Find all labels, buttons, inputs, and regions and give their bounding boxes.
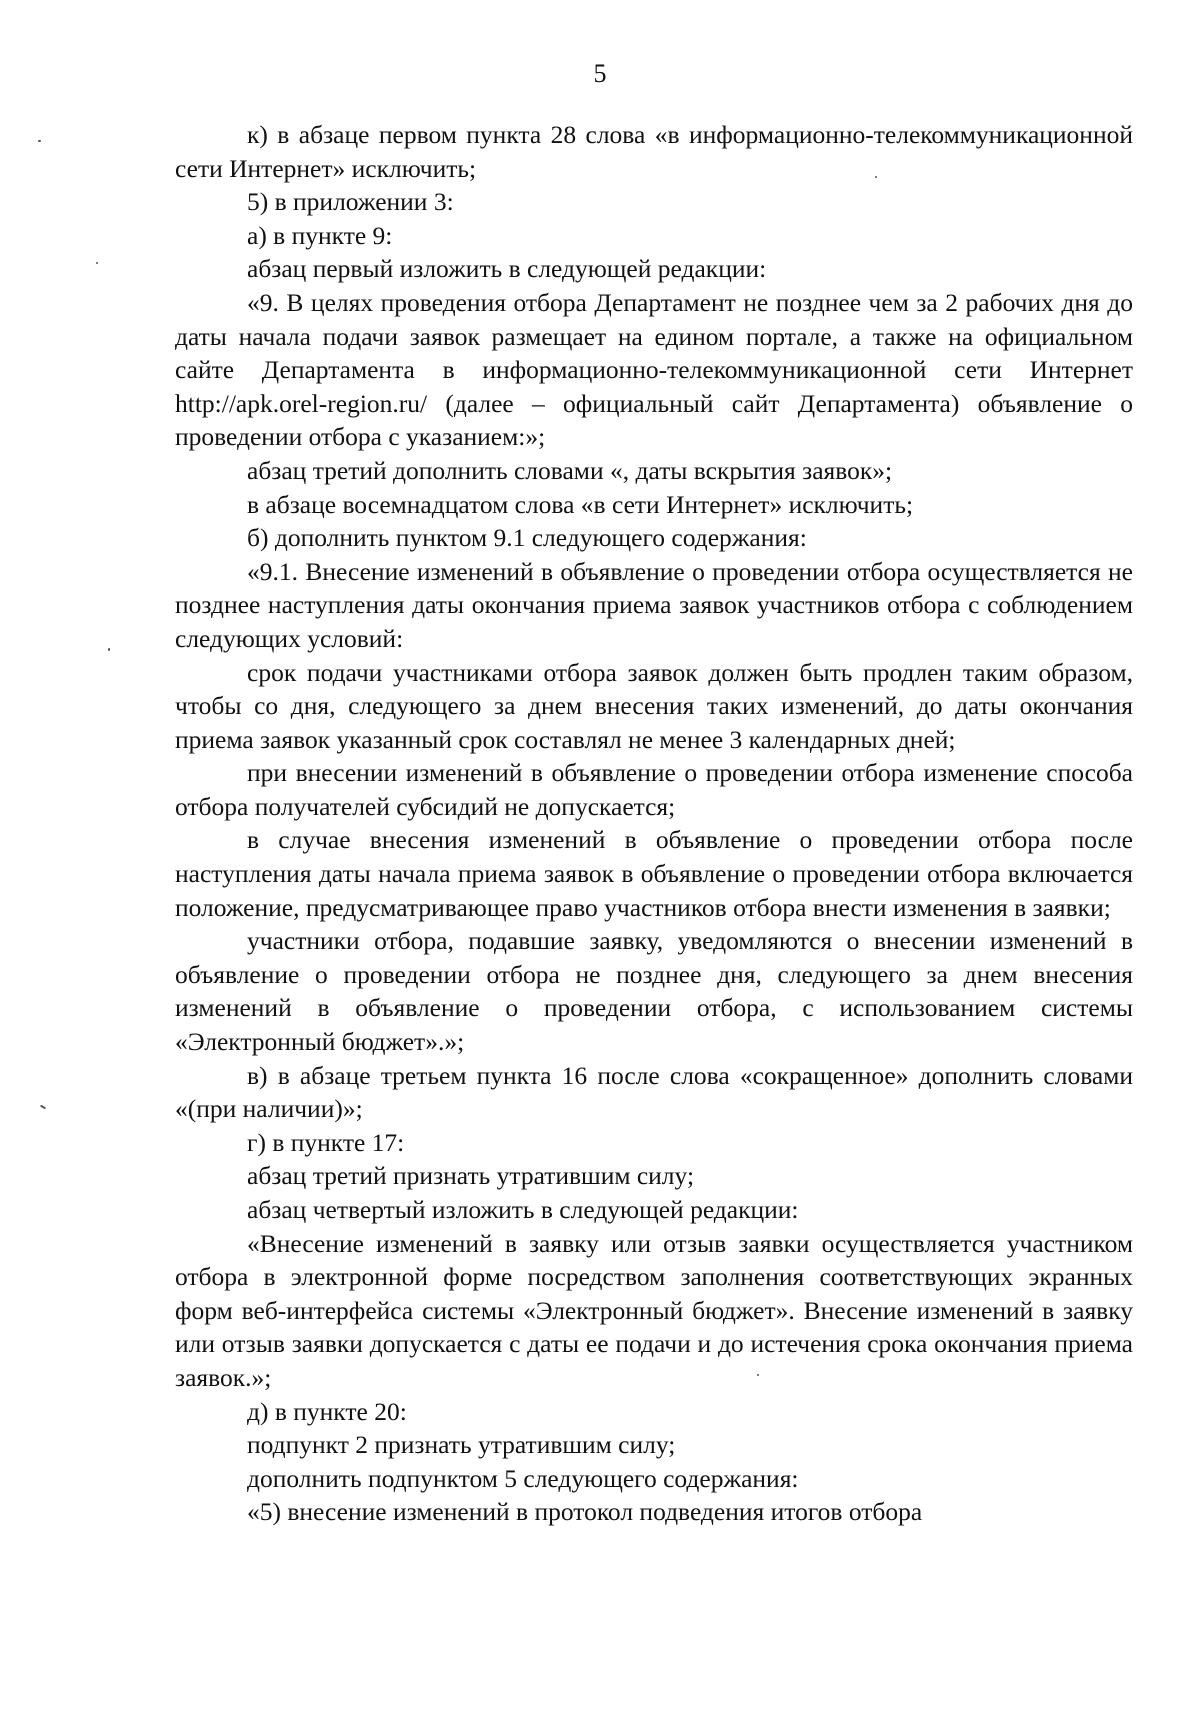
paragraph: в) в абзаце третьем пункта 16 после слова «сокращенное» дополнить словами «(при наличии)»; [175, 1060, 1133, 1124]
paragraph: д) в пункте 20: [247, 1396, 407, 1426]
scan-speck [757, 1374, 759, 1376]
paragraph: подпункт 2 признать утратившим силу; [247, 1430, 676, 1460]
paragraph: абзац первый изложить в следующей редакции: [247, 254, 767, 284]
paragraph: а) в пункте 9: [247, 220, 393, 250]
paragraph: в абзаце восемнадцатом слова «в сети Интернет» исключить; [247, 489, 914, 519]
scan-speck [38, 140, 41, 142]
paragraph: 5) в приложении 3: [247, 187, 454, 217]
paragraph: абзац четвертый изложить в следующей редакции: [247, 1195, 799, 1224]
paragraph: «5) внесение изменений в протокол подведения итогов отбора [247, 1497, 923, 1527]
paragraph: б) дополнить пунктом 9.1 следующего содержания: [247, 523, 807, 553]
paragraph: участники отбора, подавшие заявку, уведомляются о внесении изменений в объявление о проведении отбора не позднее дня, следующего за днем внесения изменений в объявление о проведении отбора, с использованием системы «Электронный бюджет».»; [175, 926, 1133, 1057]
paragraph: абзац третий дополнить словами «, даты вскрытия заявок»; [247, 455, 893, 485]
paragraph: «9. В целях проведения отбора Департамент не позднее чем за 2 рабочих дня до даты начала подачи заявок размещает на едином портале, а также на официальном сайте Департамента в информационно-телекоммуникационной сети Интернет http://apk.orel-region.ru/ (далее – официальный сайт Департамента) объявление о проведении отбора с указанием:»; [175, 287, 1133, 452]
paragraph: срок подачи участниками отбора заявок должен быть продлен таким образом, чтобы со дня, следующего за днем внесения таких изменений, до даты окончания приема заявок указанный срок составлял не менее 3 календарных дней; [175, 657, 1133, 754]
page-number: 5 [593, 59, 607, 88]
paragraph: при внесении изменений в объявление о проведении отбора изменение способа отбора получателей субсидий не допускается; [175, 758, 1133, 821]
paragraph: дополнить подпунктом 5 следующего содержания: [247, 1463, 799, 1493]
paragraph: в случае внесения изменений в объявление о проведении отбора после наступления даты начала приема заявок в объявление о проведении отбора включается положение, предусматривающее право участников отбора внести изменения в заявки; [175, 825, 1133, 922]
paragraph: к) в абзаце первом пункта 28 слова «в информационно-телекоммуникационной сети Интернет» исключить; [175, 120, 1133, 183]
scan-speck [96, 262, 98, 264]
paragraph: г) в пункте 17: [247, 1127, 405, 1157]
scan-speck [108, 648, 110, 651]
scan-speck [875, 176, 877, 178]
paragraph: «9.1. Внесение изменений в объявление о проведении отбора осуществляется не позднее наступления даты окончания приема заявок участников отбора с соблюдением следующих условий: [175, 556, 1133, 653]
paragraph: «Внесение изменений в заявку или отзыв заявки осуществляется участником отбора в электронной форме посредством заполнения соответствующих экранных форм веб-интерфейса системы «Электронный бюджет». Внесение изменений в заявку или отзыв заявки допускается с даты ее подачи и до истечения срока окончания приема заявок.»; [175, 1228, 1133, 1392]
paragraph: абзац третий признать утратившим силу; [247, 1161, 695, 1191]
scan-speck [40, 1105, 46, 1110]
document-body [175, 118, 1133, 1529]
